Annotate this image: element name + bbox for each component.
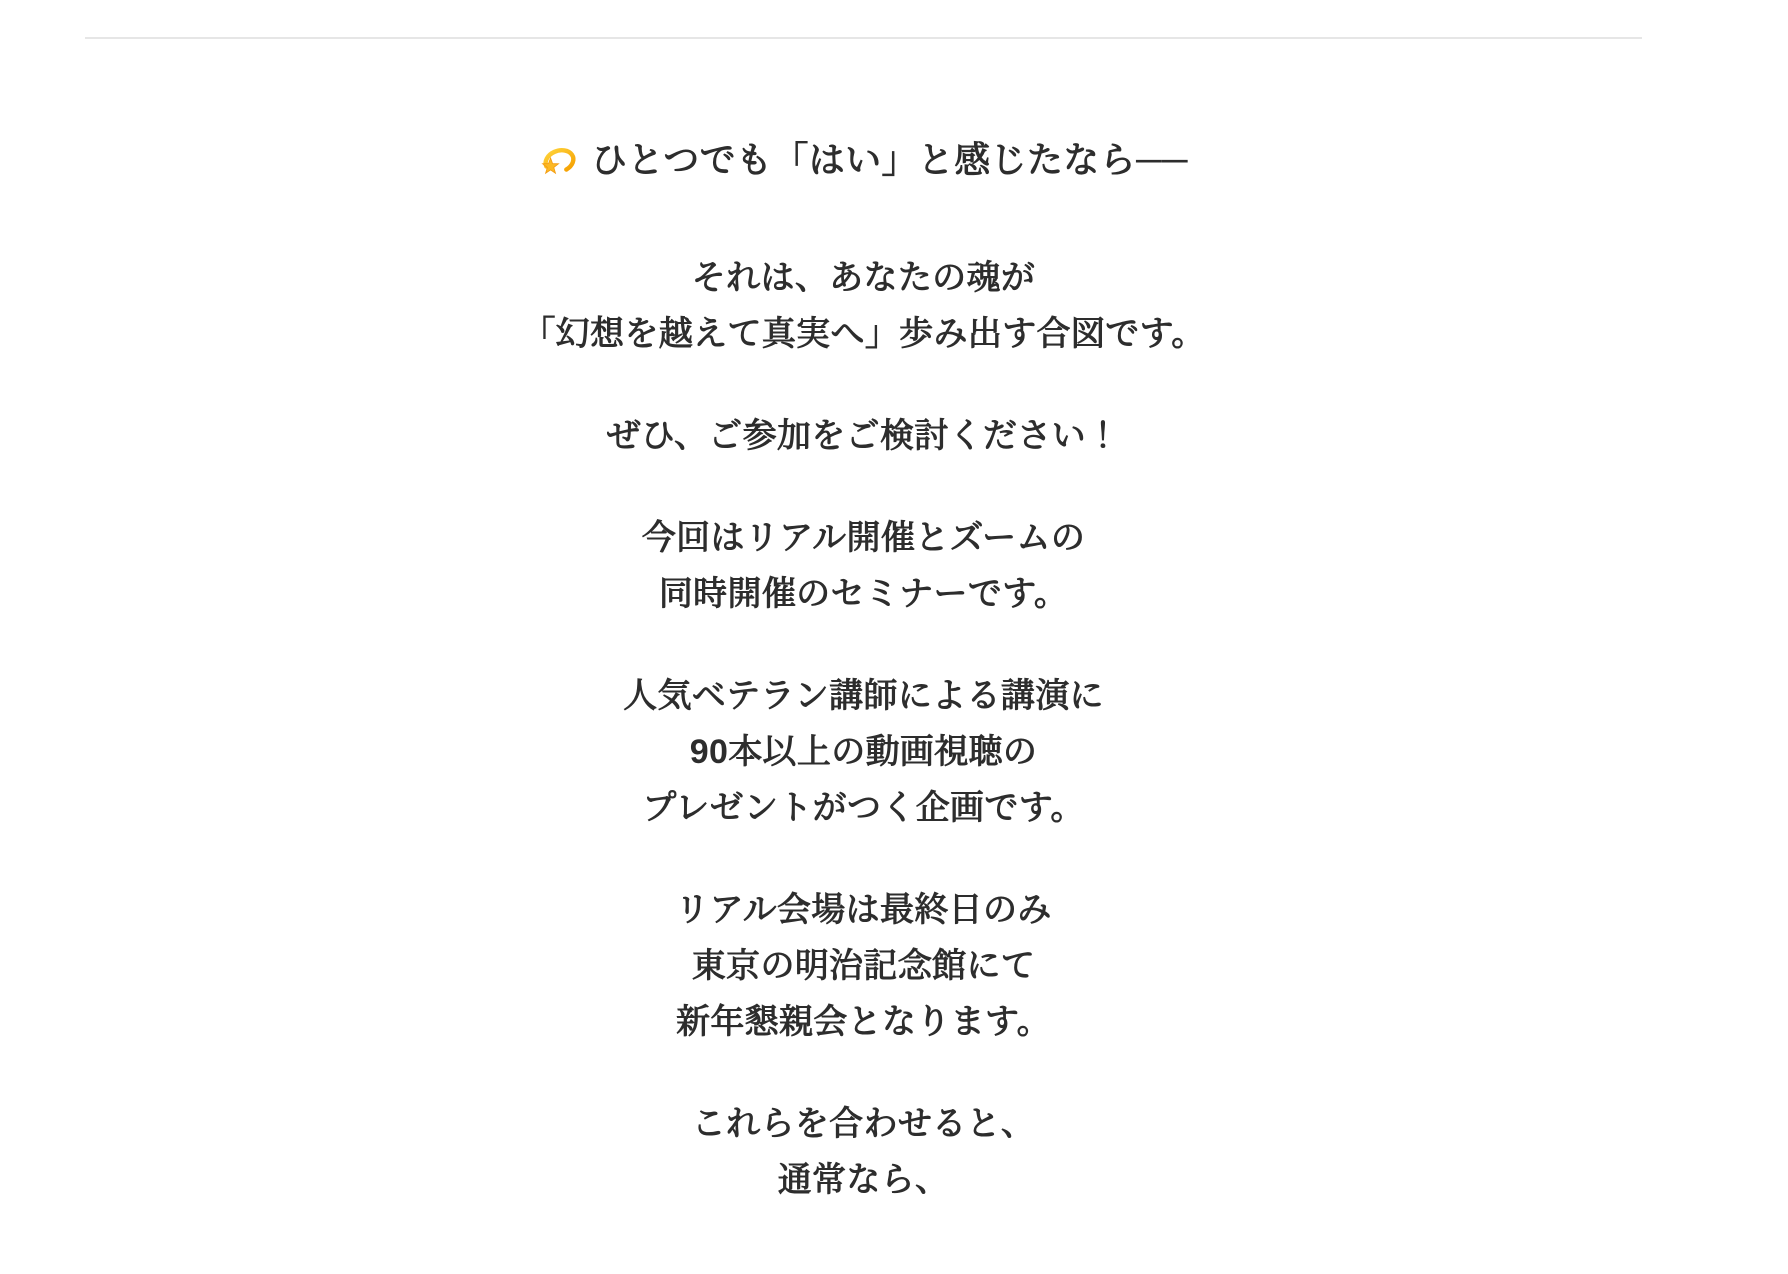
text-line: 人気ベテラン講師による講演に	[623, 677, 1104, 715]
text-line: 同時開催のセミナーです。	[658, 575, 1069, 613]
paragraph-3	[85, 510, 1642, 622]
text-line: 新年懇親会となります。	[675, 1003, 1052, 1041]
dizzy-star-icon	[539, 137, 581, 179]
paragraph-2	[85, 408, 1642, 464]
intro-heading-text: ひとつでも「はい」と感じたなら──	[591, 139, 1188, 180]
top-divider	[85, 37, 1642, 39]
paragraph-6	[85, 1096, 1642, 1208]
text-line: それは、あなたの魂が	[691, 259, 1036, 297]
paragraph-5	[85, 882, 1642, 1050]
text-line: 90本以上の動画視聴の	[689, 733, 1038, 771]
text-line: 東京の明治記念館にて	[691, 947, 1036, 985]
text-line: プレゼントがつく企画です。	[642, 789, 1085, 827]
text-line: 「幻想を越えて真実へ」歩み出す合図です。	[521, 315, 1206, 353]
text-line: リアル会場は最終日のみ	[675, 891, 1052, 929]
text-line: 今回はリアル開催とズームの	[641, 519, 1086, 557]
text-line: 通常なら、	[777, 1161, 950, 1199]
text-line: これらを合わせると、	[691, 1105, 1036, 1143]
intro-heading	[85, 130, 1642, 190]
text-line: ぜひ、ご参加をご検討ください！	[606, 417, 1121, 455]
paragraph-1	[85, 250, 1642, 362]
article-body	[85, 130, 1642, 1208]
paragraph-4	[85, 668, 1642, 836]
